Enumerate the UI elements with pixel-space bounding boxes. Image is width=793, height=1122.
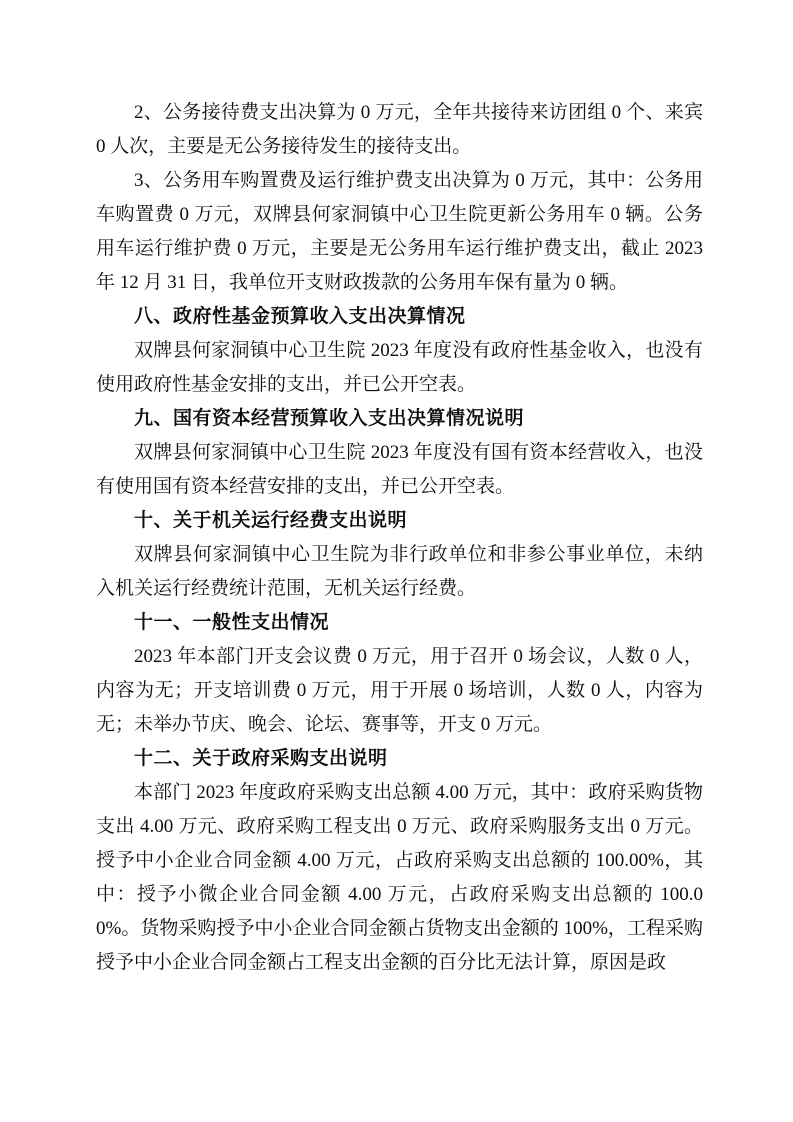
paragraph-general-expenses: 2023 年本部门开支会议费 0 万元，用于召开 0 场会议，人数 0 人，内容为无；开支培训费 0 万元，用于开展 0 场培训，人数 0 人，内容为无；未举办节庆、晚会、论坛、赛事等，开支 0 万元。 [96,646,703,735]
heading-section-10-operating-funds: 十、关于机关运行经费支出说明 [134,510,408,531]
paragraph-government-fund: 双牌县何家洞镇中心卫生院 2023 年度没有政府性基金收入，也没有使用政府性基金安排的支出，并已公开空表。 [96,340,703,395]
paragraph-reception-expense: 2、公务接待费支出决算为 0 万元，全年共接待来访团组 0 个、来宾 0 人次，主要是无公务接待发生的接待支出。 [96,102,703,157]
paragraph-operating-funds: 双牌县何家洞镇中心卫生院为非行政单位和非参公事业单位，未纳入机关运行经费统计范围，无机关运行经费。 [96,544,703,599]
paragraph-vehicle-expense: 3、公务用车购置费及运行维护费支出决算为 0 万元，其中：公务用车购置费 0 万元，双牌县何家洞镇中心卫生院更新公务用车 0 辆。公务用车运行维护费 0 万元，主要是无公务用车运行维护费支出，截止 2023 年 12 月 31 日，我单位开支财政拨款的公务用车保有量为 0 辆。 [96,170,703,293]
paragraph-procurement: 本部门 2023 年度政府采购支出总额 4.00 万元，其中：政府采购货物支出 4.00 万元、政府采购工程支出 0 万元、政府采购服务支出 0 万元。授予中小企业合同金额 4.00 万元，占政府采购支出总额的 100.00%，其中：授予小微企业合同金额 4.00 万元，占政府采购支出总额的 100.00%。货物采购授予中小企业合同金额占货物支出金额的 100%，工程采购授予中小企业合同金额占工程支出金额的百分比无法计算，原因是政 [96,782,703,973]
heading-section-12-procurement: 十二、关于政府采购支出说明 [134,748,388,769]
heading-section-8-government-fund: 八、政府性基金预算收入支出决算情况 [134,306,466,327]
document-content [96,96,703,980]
paragraph-state-capital: 双牌县何家洞镇中心卫生院 2023 年度没有国有资本经营收入，也没有使用国有资本经营安排的支出，并已公开空表。 [96,442,703,497]
heading-section-9-state-capital: 九、国有资本经营预算收入支出决算情况说明 [134,408,525,429]
heading-section-11-general-expenses: 十一、一般性支出情况 [134,612,330,633]
